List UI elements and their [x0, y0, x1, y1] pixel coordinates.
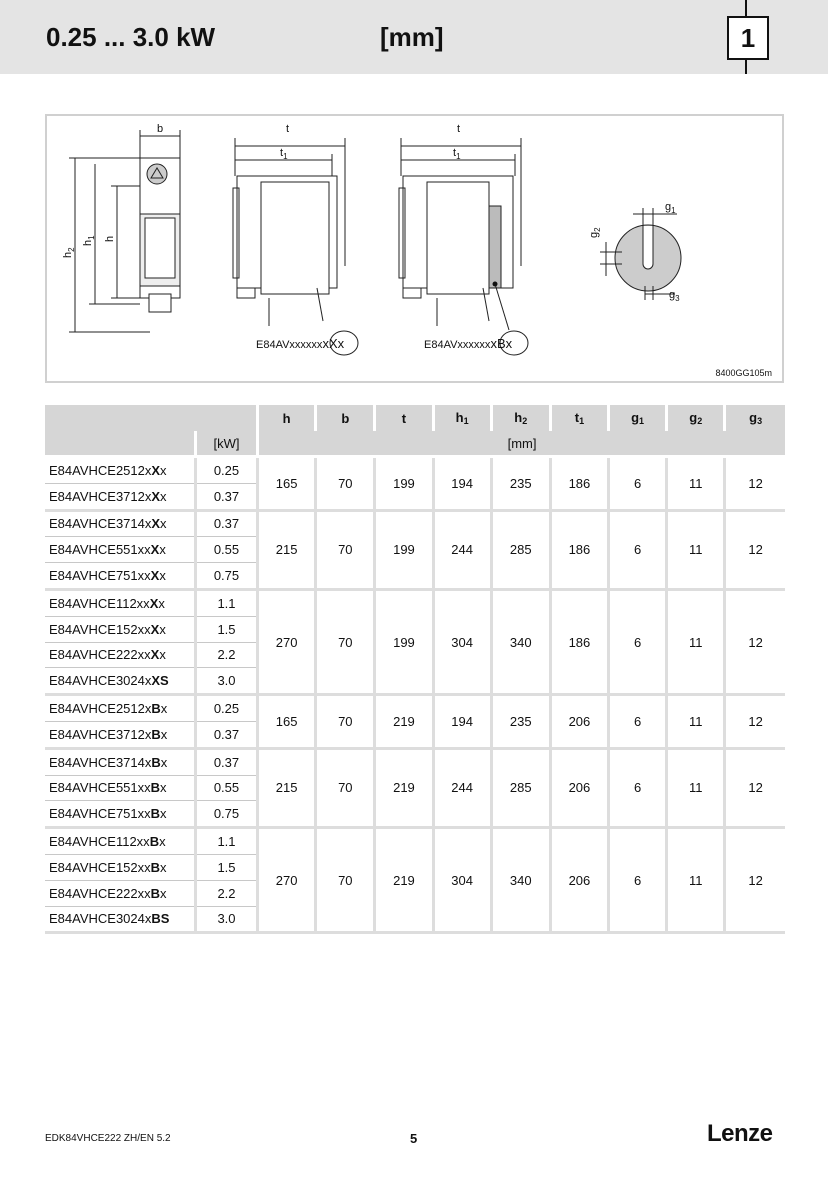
power-kw: 1.5 [195, 616, 257, 642]
unit-blank [45, 431, 195, 457]
dim-t: t [286, 123, 290, 135]
dimension-value: 285 [491, 748, 550, 827]
dimension-value: 12 [725, 748, 785, 827]
dimension-value: 70 [316, 748, 375, 827]
col-header-t: t [375, 405, 433, 431]
chapter-marker-line [745, 0, 747, 16]
dimension-value: 199 [375, 457, 433, 511]
dimension-value: 6 [609, 457, 667, 511]
dimension-value: 206 [550, 748, 608, 827]
dimension-value: 12 [725, 457, 785, 511]
power-kw: 3.0 [195, 668, 257, 695]
table-row [45, 457, 785, 484]
dimension-value: 165 [258, 695, 316, 749]
dimension-value: 6 [609, 510, 667, 589]
dim-t: t [457, 123, 461, 135]
brand-logo: Lenze [707, 1120, 773, 1147]
col-header-h2: $h_2$ [491, 405, 550, 431]
power-kw: 0.55 [195, 537, 257, 563]
type-code: E84AVHCE2512xXx [45, 457, 195, 484]
table-row [45, 510, 785, 537]
variant-x-label: E84AVxxxxxxxXx [256, 336, 345, 351]
table-row [45, 695, 785, 722]
dimension-value: 186 [550, 457, 608, 511]
dimension-value: 6 [609, 589, 667, 694]
dimension-value: 12 [725, 828, 785, 933]
power-kw: 0.75 [195, 563, 257, 590]
figure-code: 8400GG105m [715, 368, 772, 378]
dimension-value: 244 [433, 510, 491, 589]
dimension-value: 304 [433, 828, 491, 933]
type-code: E84AVHCE3024xBS [45, 906, 195, 933]
type-code: E84AVHCE551xxBx [45, 775, 195, 801]
type-code: E84AVHCE222xxBx [45, 880, 195, 906]
dimension-value: 70 [316, 695, 375, 749]
power-kw: 0.75 [195, 801, 257, 828]
dimension-value: 194 [433, 695, 491, 749]
dimension-value: 215 [258, 748, 316, 827]
dimension-value: 340 [491, 828, 550, 933]
type-code: E84AVHCE751xxBx [45, 801, 195, 828]
dimension-value: 235 [491, 457, 550, 511]
dimension-value: 270 [258, 589, 316, 694]
dimension-value: 206 [550, 695, 608, 749]
type-code: E84AVHCE3712xBx [45, 721, 195, 748]
dimension-value: 206 [550, 828, 608, 933]
dimension-value: 11 [667, 828, 725, 933]
dimension-value: 6 [609, 748, 667, 827]
dimension-value: 219 [375, 695, 433, 749]
col-header-h: h [258, 405, 316, 431]
dimension-value: 199 [375, 510, 433, 589]
dim-g3: $g_3$ [669, 289, 680, 303]
dim-h: h [104, 235, 116, 242]
power-kw: 0.25 [195, 695, 257, 722]
type-code: E84AVHCE3712xXx [45, 483, 195, 510]
doc-id: EDK84VHCE222 ZH/EN 5.2 [45, 1133, 171, 1144]
dimension-drawing-svg [47, 116, 782, 381]
dimensions-table [45, 405, 785, 934]
dimension-value: 11 [667, 695, 725, 749]
header-blank [45, 405, 258, 431]
table-row [45, 828, 785, 855]
power-kw: 2.2 [195, 642, 257, 668]
type-code: E84AVHCE222xxXx [45, 642, 195, 668]
type-code: E84AVHCE2512xBx [45, 695, 195, 722]
dim-g2: $g_2$ [588, 227, 602, 238]
kw-unit: [kW] [195, 431, 257, 457]
chapter-number: 1 [727, 16, 769, 60]
dimension-value: 235 [491, 695, 550, 749]
type-code: E84AVHCE3714xXx [45, 510, 195, 537]
dim-g1: $g_1$ [665, 201, 676, 215]
dim-h2: $h_2$ [62, 247, 76, 258]
table-body [45, 457, 785, 933]
mm-unit: [mm] [258, 431, 785, 457]
table-row [45, 589, 785, 616]
dimension-value: 12 [725, 695, 785, 749]
dimension-value: 6 [609, 828, 667, 933]
dimension-value: 270 [258, 828, 316, 933]
power-kw: 0.37 [195, 483, 257, 510]
dimension-value: 70 [316, 828, 375, 933]
dimension-value: 215 [258, 510, 316, 589]
power-range-title: 0.25 ... 3.0 kW [46, 22, 216, 52]
col-header-g2: $g_2$ [667, 405, 725, 431]
type-code: E84AVHCE551xxXx [45, 537, 195, 563]
dimension-value: 11 [667, 589, 725, 694]
table-header-row [45, 405, 785, 431]
page-number: 5 [410, 1131, 418, 1146]
dimension-value: 186 [550, 510, 608, 589]
power-kw: 0.37 [195, 721, 257, 748]
dim-t1: $t_1$ [280, 147, 288, 161]
page-header [0, 0, 828, 74]
dimension-value: 304 [433, 589, 491, 694]
dimension-value: 244 [433, 748, 491, 827]
power-kw: 3.0 [195, 906, 257, 933]
dimension-value: 70 [316, 510, 375, 589]
power-kw: 0.37 [195, 510, 257, 537]
type-code: E84AVHCE112xxXx [45, 589, 195, 616]
col-header-g3: $g_3$ [725, 405, 785, 431]
dimension-value: 11 [667, 457, 725, 511]
dimension-value: 340 [491, 589, 550, 694]
type-code: E84AVHCE751xxXx [45, 563, 195, 590]
col-header-h1: $h_1$ [433, 405, 491, 431]
dimension-value: 194 [433, 457, 491, 511]
variant-b-label: E84AVxxxxxxxBx [424, 336, 513, 351]
col-header-t1: $t_1$ [550, 405, 608, 431]
dim-h1: $h_1$ [82, 235, 96, 246]
type-code: E84AVHCE3714xBx [45, 748, 195, 775]
dimension-value: 6 [609, 695, 667, 749]
power-kw: 0.25 [195, 457, 257, 484]
dimension-value: 219 [375, 748, 433, 827]
dimension-value: 12 [725, 510, 785, 589]
type-code: E84AVHCE152xxXx [45, 616, 195, 642]
power-kw: 1.5 [195, 854, 257, 880]
col-header-b: b [316, 405, 375, 431]
dim-t1: $t_1$ [453, 147, 461, 161]
dimension-value: 11 [667, 510, 725, 589]
power-kw: 0.55 [195, 775, 257, 801]
type-code: E84AVHCE152xxBx [45, 854, 195, 880]
col-header-g1: $g_1$ [609, 405, 667, 431]
dimension-drawing [45, 114, 784, 383]
chapter-marker-line [745, 58, 747, 74]
dimension-value: 165 [258, 457, 316, 511]
table-row [45, 748, 785, 775]
dimension-value: 12 [725, 589, 785, 694]
dimension-value: 11 [667, 748, 725, 827]
dim-b: b [157, 123, 164, 135]
dimension-value: 186 [550, 589, 608, 694]
power-kw: 1.1 [195, 589, 257, 616]
dimension-value: 285 [491, 510, 550, 589]
unit-label: [mm] [380, 22, 444, 52]
dimension-value: 199 [375, 589, 433, 694]
dimension-value: 70 [316, 457, 375, 511]
dimension-value: 219 [375, 828, 433, 933]
power-kw: 0.37 [195, 748, 257, 775]
type-code: E84AVHCE112xxBx [45, 828, 195, 855]
power-kw: 1.1 [195, 828, 257, 855]
dimension-value: 70 [316, 589, 375, 694]
power-kw: 2.2 [195, 880, 257, 906]
unit-row [45, 431, 785, 457]
type-code: E84AVHCE3024xXS [45, 668, 195, 695]
